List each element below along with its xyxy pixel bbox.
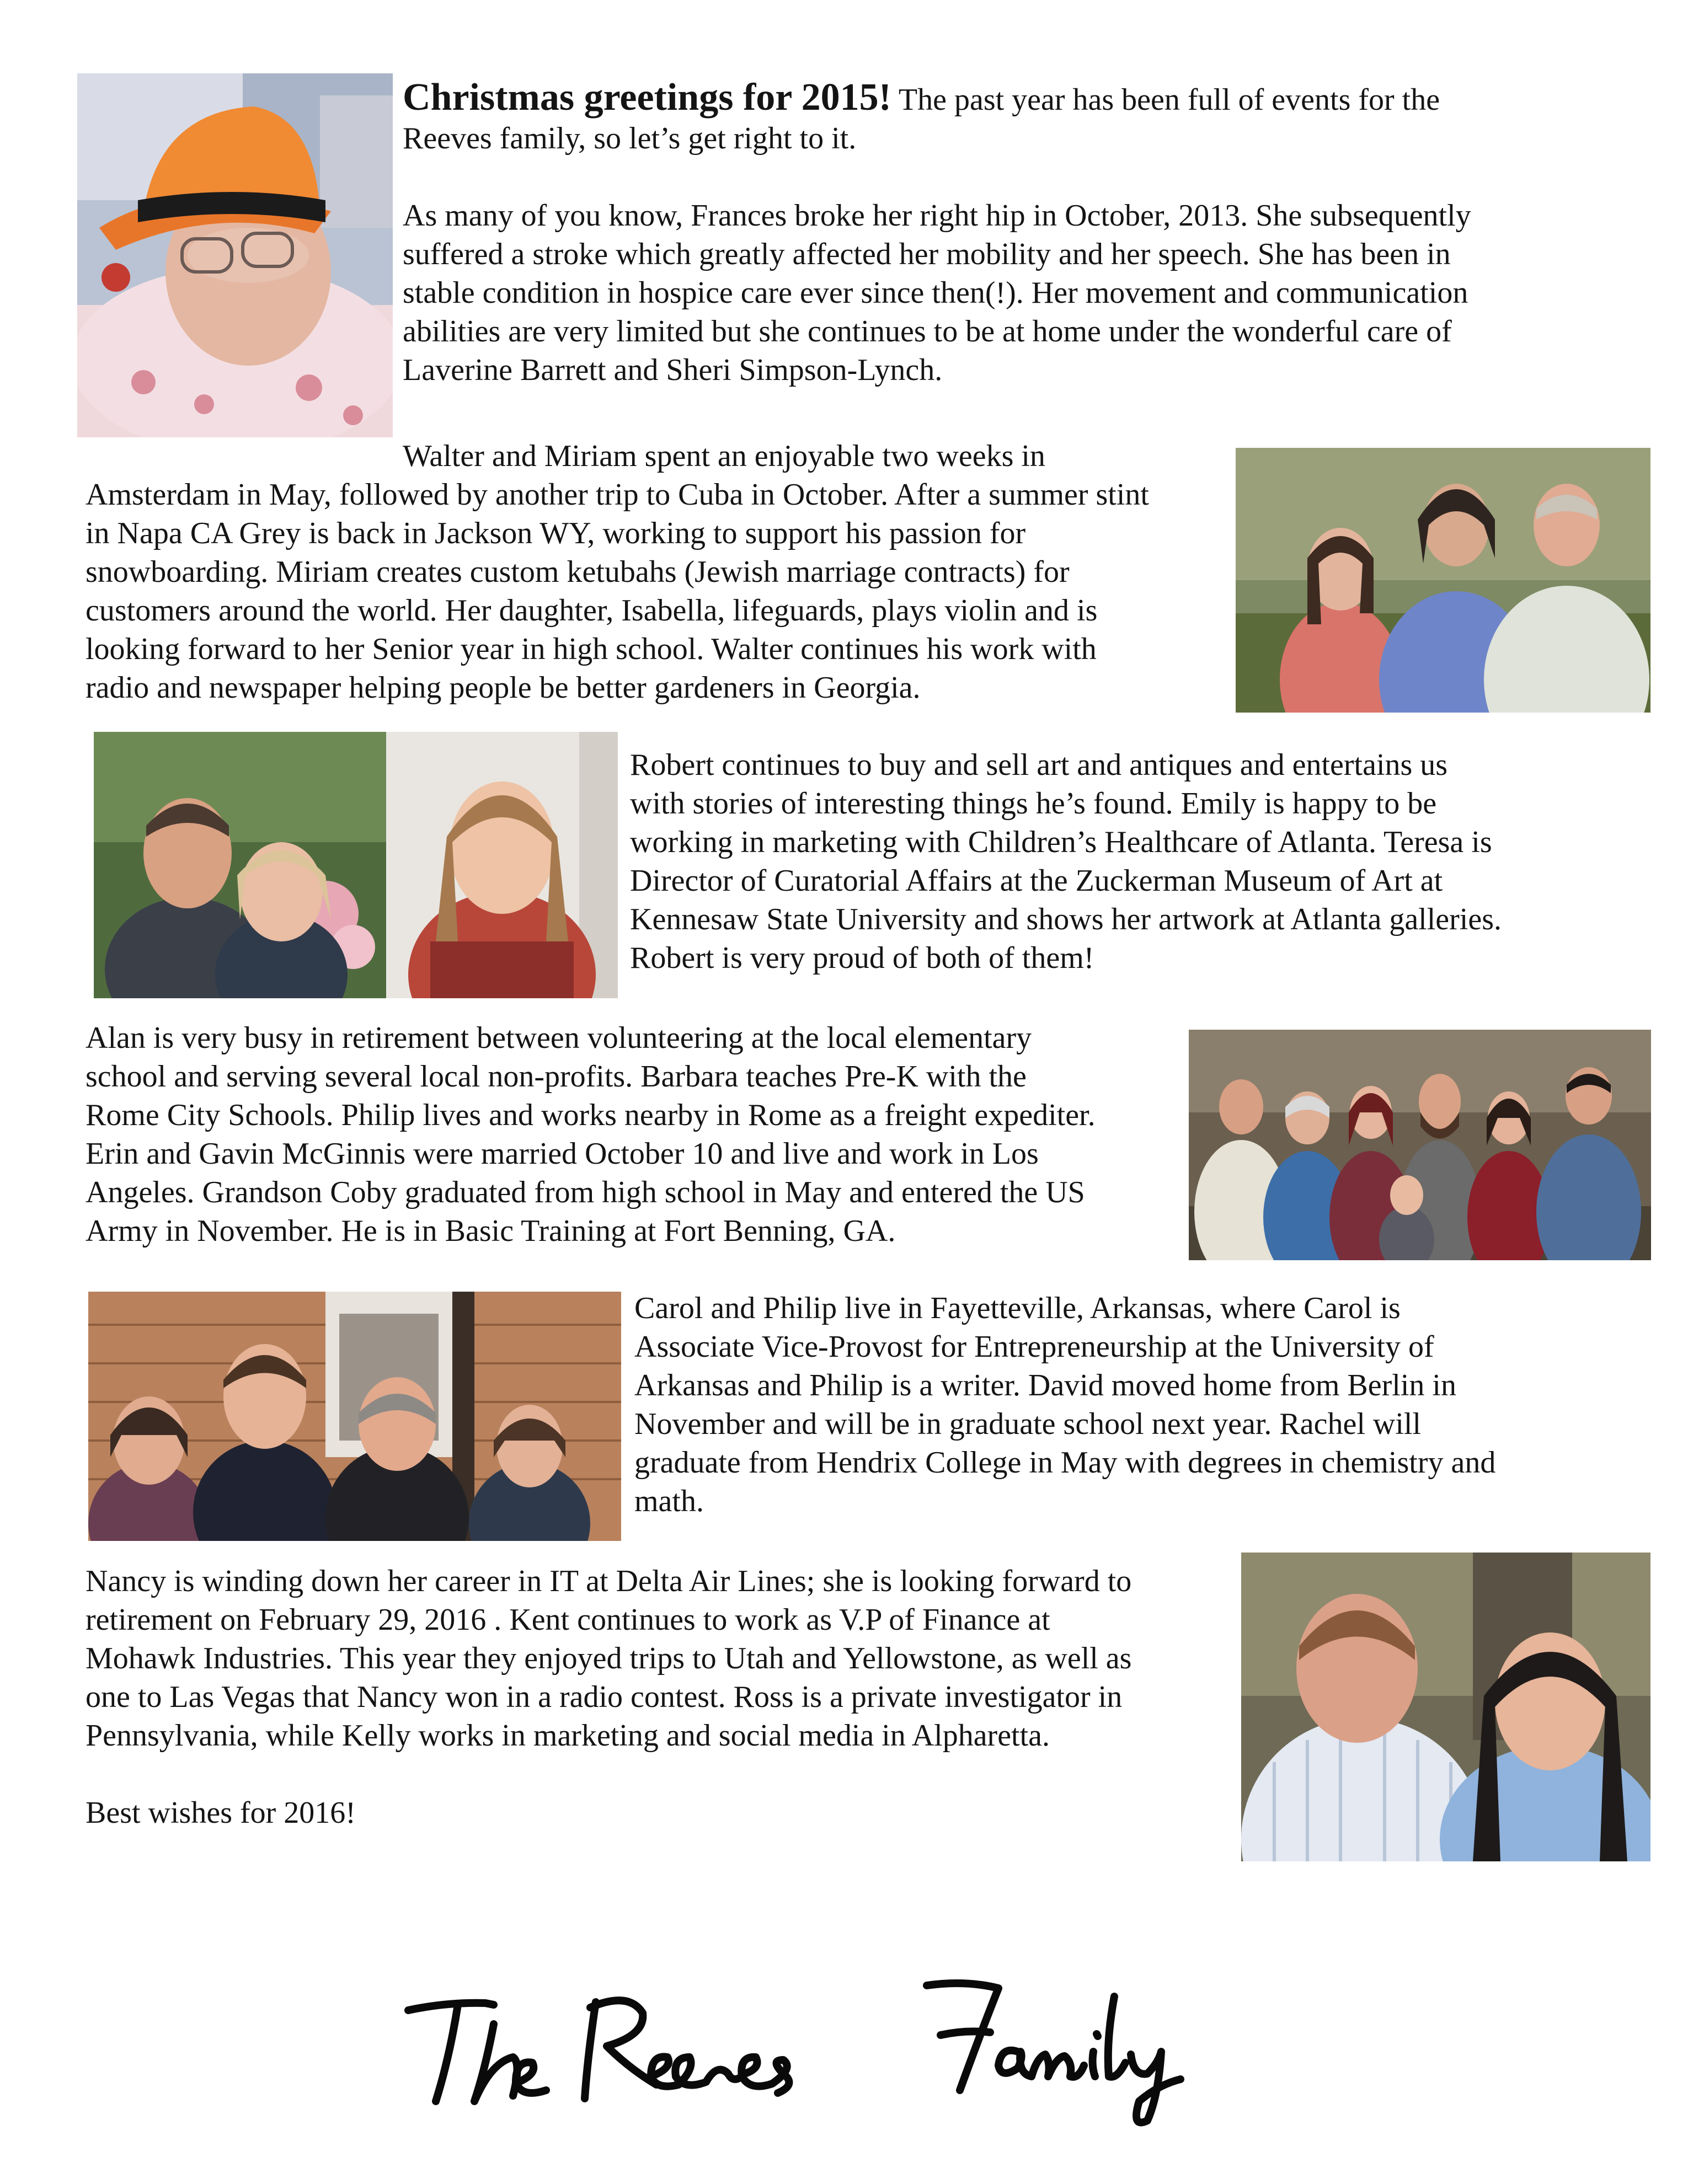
frances-line: Laverine Barrett and Sheri Simpson-Lynch. <box>403 353 943 387</box>
walter-line: in Napa CA Grey is back in Jackson WY, working to support his passion for <box>86 516 1026 550</box>
nancy-paragraph <box>86 1562 1244 1832</box>
photo-frances <box>77 73 393 437</box>
frances-line: abilities are very limited but she continues to be at home under the wonderful care of <box>403 314 1452 349</box>
walter-line: snowboarding. Miriam creates custom ketubahs (Jewish marriage contracts) for <box>86 555 1070 589</box>
signature <box>397 1963 1258 2129</box>
intro-line-1-rest: The past year has been full of events for the <box>891 83 1440 117</box>
frances-line: As many of you know, Frances broke her right hip in October, 2013. She subsequently <box>403 199 1471 233</box>
intro-paragraph <box>403 78 1644 389</box>
walter-paragraph <box>86 437 1233 707</box>
photo-nancy-kent <box>1241 1553 1650 1861</box>
carol-paragraph <box>634 1289 1649 1521</box>
alan-line: Army in November. He is in Basic Training at Fort Benning, GA. <box>86 1214 896 1248</box>
nancy-line: retirement on February 29, 2016 . Kent continues to work as V.P of Finance at <box>86 1603 1050 1637</box>
carol-line: November and will be in graduate school next year. Rachel will <box>634 1407 1422 1441</box>
robert-line: Robert is very proud of both of them! <box>630 941 1094 975</box>
nancy-line: Nancy is winding down her career in IT at Delta Air Lines; she is looking forward to <box>86 1564 1132 1598</box>
nancy-line: Mohawk Industries. This year they enjoyed trips to Utah and Yellowstone, as well as <box>86 1641 1132 1676</box>
letter-title: Christmas greetings for 2015! <box>403 76 891 119</box>
alan-line: school and serving several local non-profits. Barbara teaches Pre-K with the <box>86 1059 1027 1094</box>
robert-line: Director of Curatorial Affairs at the Zuckerman Museum of Art at <box>630 864 1443 898</box>
carol-line: Arkansas and Philip is a writer. David moved home from Berlin in <box>634 1368 1456 1403</box>
photo-alan-family <box>1189 1030 1651 1260</box>
intro-line-1 <box>403 78 1644 119</box>
walter-line: Walter and Miriam spent an enjoyable two weeks in <box>403 439 1045 473</box>
intro-line-2: Reeves family, so let’s get right to it. <box>403 121 857 156</box>
photo-walter-miriam-isabella <box>1236 448 1650 713</box>
alan-line: Erin and Gavin McGinnis were married October 10 and live and work in Los <box>86 1137 1039 1171</box>
walter-line: looking forward to her Senior year in high school. Walter continues his work with <box>86 632 1097 666</box>
closing-line: Best wishes for 2016! <box>86 1796 356 1830</box>
robert-paragraph <box>630 746 1645 977</box>
robert-line: working in marketing with Children’s Healthcare of Atlanta. Teresa is <box>630 825 1492 859</box>
frances-line: suffered a stroke which greatly affected her mobility and her speech. She has been in <box>403 237 1451 271</box>
nancy-line: Pennsylvania, while Kelly works in marketing and social media in Alpharetta. <box>86 1719 1050 1753</box>
alan-paragraph <box>86 1019 1189 1250</box>
alan-line: Angeles. Grandson Coby graduated from high school in May and entered the US <box>86 1175 1085 1209</box>
frances-line: stable condition in hospice care ever since then(!). Her movement and communication <box>403 276 1468 310</box>
robert-line: with stories of interesting things he’s found. Emily is happy to be <box>630 786 1437 821</box>
walter-line: customers around the world. Her daughter, Isabella, lifeguards, plays violin and is <box>86 593 1098 628</box>
robert-line: Kennesaw State University and shows her artwork at Atlanta galleries. <box>630 902 1502 936</box>
carol-line: Associate Vice-Provost for Entrepreneurship at the University of <box>634 1330 1434 1364</box>
carol-line: math. <box>634 1484 704 1518</box>
walter-line: Amsterdam in May, followed by another trip to Cuba in October. After a summer stint <box>86 478 1149 512</box>
carol-line: graduate from Hendrix College in May with degrees in chemistry and <box>634 1446 1496 1480</box>
photo-carol-family <box>88 1292 621 1541</box>
walter-line: radio and newspaper helping people be better gardeners in Georgia. <box>86 671 921 705</box>
alan-line: Rome City Schools. Philip lives and works nearby in Rome as a freight expediter. <box>86 1098 1096 1132</box>
robert-line: Robert continues to buy and sell art and antiques and entertains us <box>630 748 1448 782</box>
nancy-line: one to Las Vegas that Nancy won in a radio contest. Ross is a private investigator in <box>86 1680 1123 1714</box>
photo-robert-family <box>94 732 618 998</box>
alan-line: Alan is very busy in retirement between volunteering at the local elementary <box>86 1021 1032 1055</box>
carol-line: Carol and Philip live in Fayetteville, Arkansas, where Carol is <box>634 1291 1401 1325</box>
